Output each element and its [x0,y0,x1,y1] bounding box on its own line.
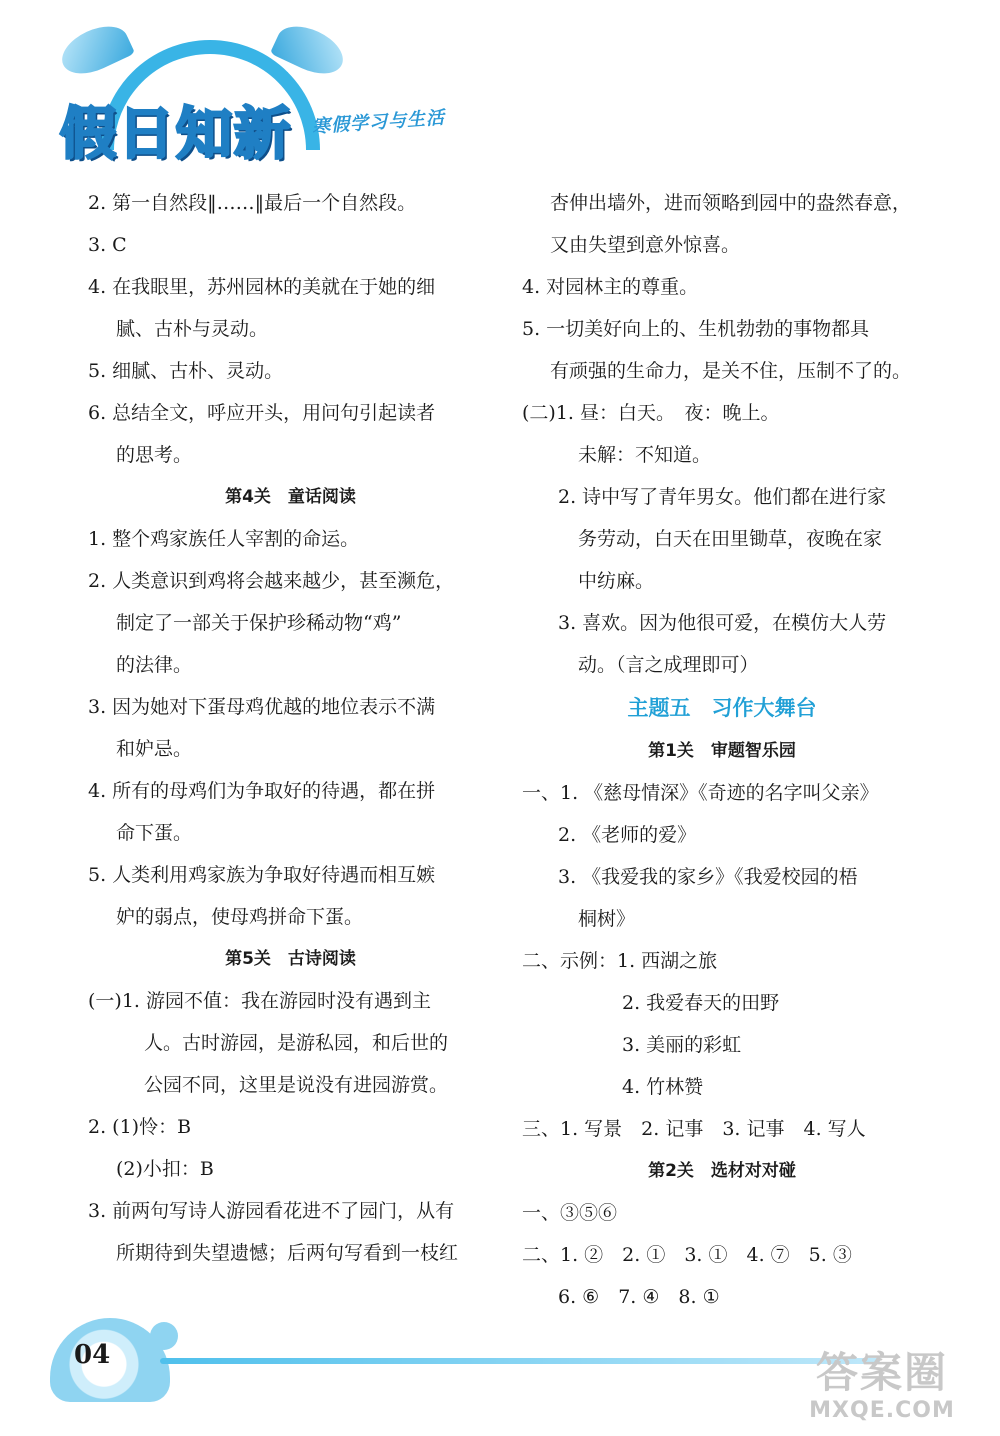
answer-line: 腻、古朴与灵动。 [116,318,269,340]
theme-heading: 主题五 习作大舞台 [627,696,817,720]
answer-line: 2. 《老师的爱》 [558,824,697,846]
book-logo-title: 假日知新 [60,102,292,167]
page-footer [0,1300,1000,1436]
answer-line: 6. 总结全文，呼应开头，用问句引起读者 [88,402,436,424]
answer-line: 3. 因为她对下蛋母鸡优越的地位表示不满 [88,696,436,718]
section-heading: 第1关 审题智乐园 [648,741,796,761]
answer-line: 的法律。 [116,654,193,676]
answer-line: 妒的弱点，使母鸡拼命下蛋。 [116,906,364,928]
answer-line: 和妒忌。 [116,738,193,760]
book-logo-subtitle: 寒假学习与生活 [311,107,446,138]
book-header [40,12,560,167]
answer-line: 动。（言之成理即可） [578,654,759,676]
watermark-logo: 答案圈 [815,1348,948,1397]
answer-line: 4. 竹林赞 [622,1076,704,1098]
answer-line: 又由失望到意外惊喜。 [550,234,741,256]
answer-line: (一)1. 游园不值：我在游园时没有遇到主 [88,990,431,1012]
answer-line: 3. 美丽的彩虹 [622,1034,742,1056]
answer-line: 三、1. 写景 2. 记事 3. 记事 4. 写人 [522,1118,866,1140]
watermark [782,1348,982,1436]
answer-line: 所期待到失望遗憾；后两句写看到一枝红 [116,1242,459,1264]
answer-line: 2. 我爱春天的田野 [622,992,780,1014]
answer-line: 一、1. 《慈母情深》《奇迹的名字叫父亲》 [522,782,879,804]
answer-line: 6. ⑥ 7. ④ 8. ① [558,1286,720,1308]
answer-line: 公园不同，这里是说没有进园游赏。 [144,1074,449,1096]
answer-line: 中纺麻。 [578,570,655,592]
watermark-url: MXQE.COM [809,1398,955,1423]
wave-divider [160,1358,880,1364]
answer-line: 2. 第一自然段‖……‖最后一个自然段。 [88,192,417,214]
answer-line: 3. 前两句写诗人游园看花进不了园门，从有 [88,1200,455,1222]
answer-line: 4. 所有的母鸡们为争取好的待遇，都在拼 [88,780,436,802]
answer-line: 5. 细腻、古朴、灵动。 [88,360,284,382]
answer-line: 二、1. ② 2. ① 3. ① 4. ⑦ 5. ③ [522,1244,852,1266]
answer-line: 5. 人类利用鸡家族为争取好待遇而相互嫉 [88,864,436,886]
left-column [88,182,493,1274]
wing-icon [55,17,135,83]
section-heading: 第2关 选材对对碰 [648,1161,796,1181]
snail-head-icon [150,1322,178,1350]
answer-line: 2. 诗中写了青年男女。他们都在进行家 [558,486,887,508]
answer-line: 人。古时游园，是游私园，和后世的 [144,1032,449,1054]
answer-line: 未解：不知道。 [578,444,712,466]
section-heading: 第5关 古诗阅读 [225,949,356,969]
answer-line: 命下蛋。 [116,822,193,844]
answer-line: 桐树》 [578,908,636,930]
answer-line: 制定了一部关于保护珍稀动物“鸡” [116,612,402,634]
page-number: 04 [74,1340,111,1370]
answer-line: 一、③⑤⑥ [522,1202,618,1224]
answer-line: 有顽强的生命力，是关不住，压制不了的。 [550,360,912,382]
right-column [522,182,922,1318]
answer-line: (二)1. 昼：白天。 夜：晚上。 [522,402,780,424]
section-heading: 第4关 童话阅读 [225,487,356,507]
answer-line: 3. C [88,234,127,256]
answer-line: (2)小扣：B [116,1158,214,1180]
answer-line: 4. 对园林主的尊重。 [522,276,699,298]
answer-line: 4. 在我眼里，苏州园林的美就在于她的细 [88,276,436,298]
answer-line: 杏伸出墙外，进而领略到园中的盎然春意， [550,192,912,214]
answer-line: 3. 喜欢。因为他很可爱，在模仿大人劳 [558,612,887,634]
answer-line: 5. 一切美好向上的、生机勃勃的事物都具 [522,318,870,340]
answer-line: 2. (1)怜：B [88,1116,192,1138]
answer-line: 2. 人类意识到鸡将会越来越少，甚至濒危， [88,570,455,592]
answer-line: 的思考。 [116,444,193,466]
answer-line: 二、示例：1. 西湖之旅 [522,950,718,972]
answer-line: 务劳动，白天在田里锄草，夜晚在家 [578,528,883,550]
answer-line: 3. 《我爱我的家乡》《我爱校园的梧 [558,866,858,888]
answer-line: 1. 整个鸡家族任人宰割的命运。 [88,528,360,550]
